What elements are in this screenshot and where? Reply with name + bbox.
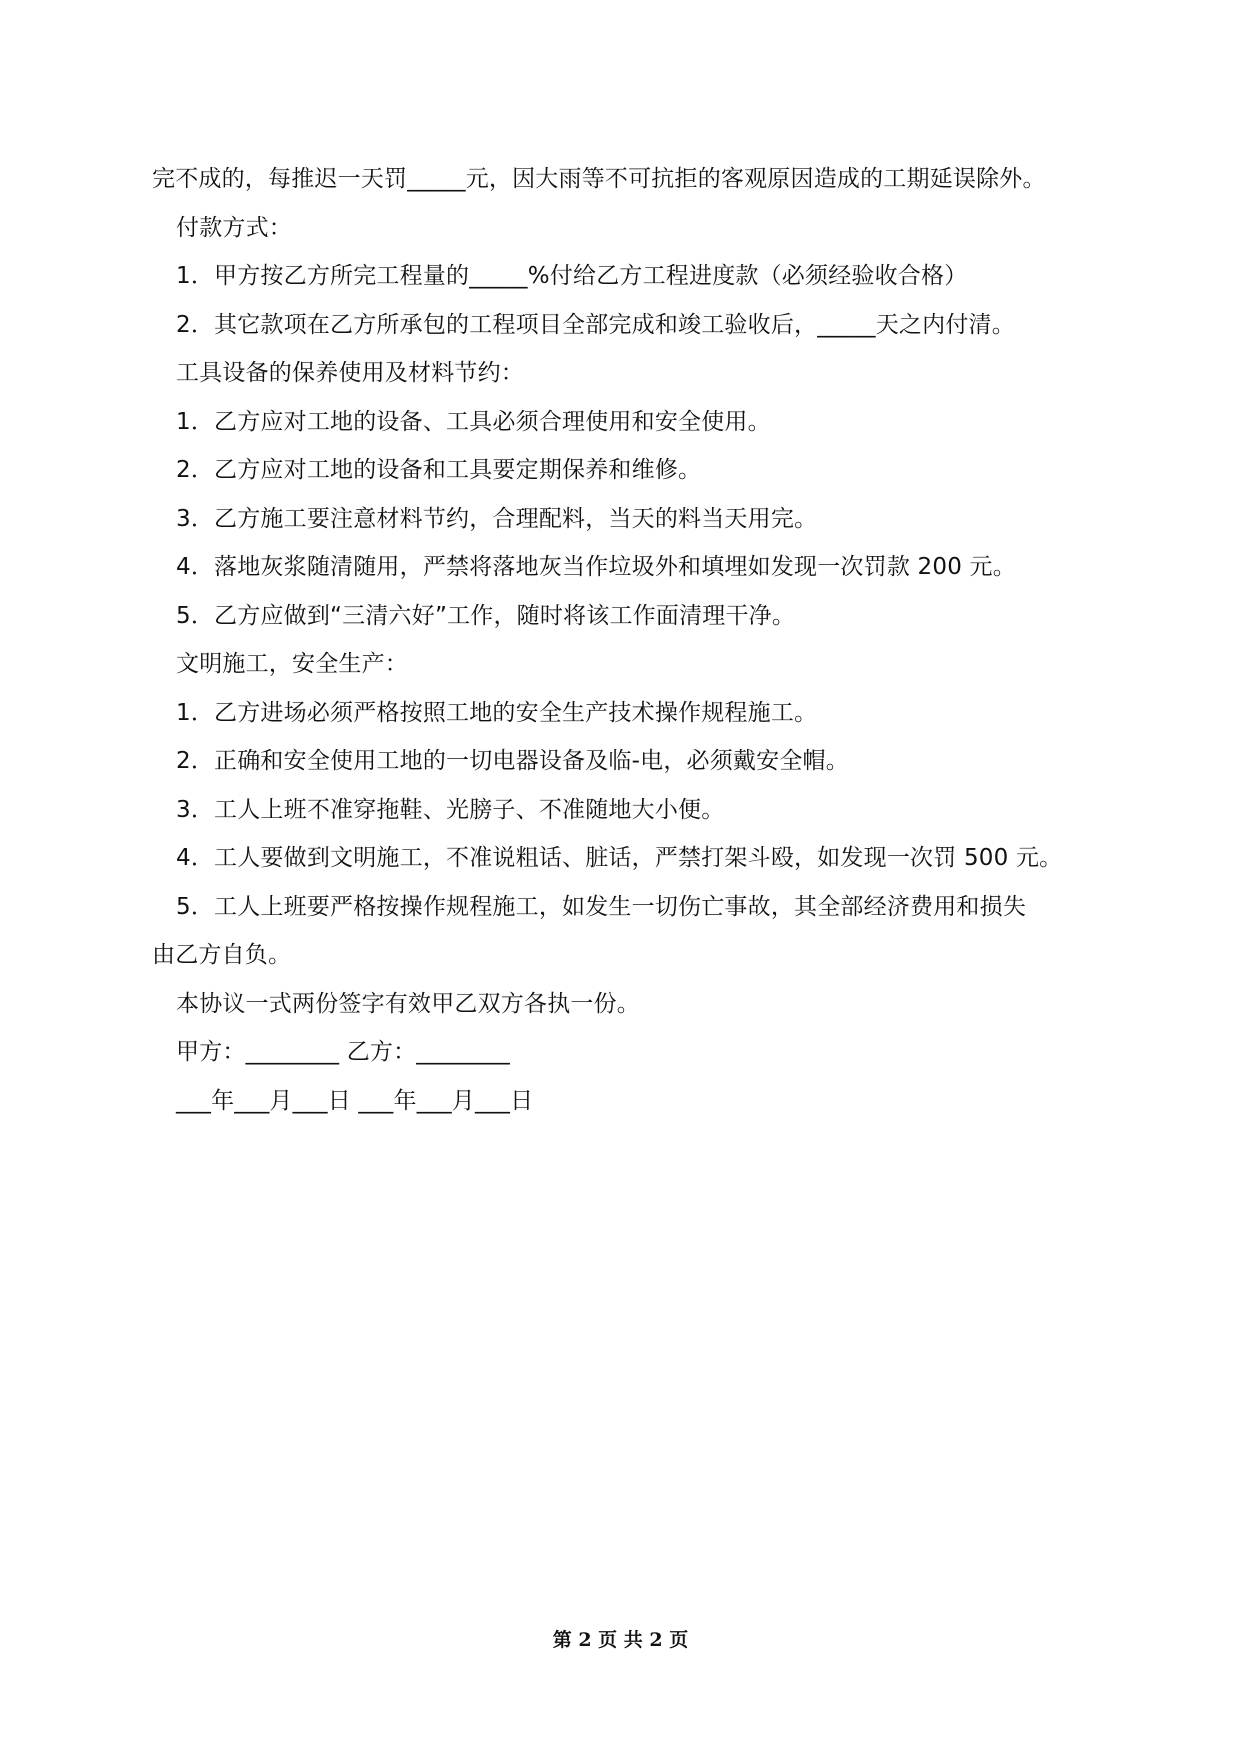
- safety-clause-2: 2．正确和安全使用工地的一切电器设备及临-电，必须戴安全帽。: [176, 748, 849, 774]
- equipment-clause-4: 4．落地灰浆随清随用，严禁将落地灰当作垃圾外和填埋如发现一次罚款 200 元。: [176, 554, 1016, 580]
- heading-civilized-construction: 文明施工，安全生产：: [176, 651, 408, 677]
- safety-clause-4: 4．工人要做到文明施工，不准说粗话、脏话，严禁打架斗殴，如发现一次罚 500 元。: [176, 845, 1063, 871]
- page-number-footer: 第 2 页 共 2 页: [552, 1629, 689, 1651]
- paragraph-delay-penalty: 完不成的，每推迟一天罚_____元，因大雨等不可抗拒的客观原因造成的工期延误除外。: [152, 166, 1046, 192]
- safety-clause-1: 1．乙方进场必须严格按照工地的安全生产技术操作规程施工。: [176, 699, 818, 726]
- equipment-clause-2: 2．乙方应对工地的设备和工具要定期保养和维修。: [176, 457, 702, 483]
- agreement-copies-statement: 本协议一式两份签字有效甲乙双方各执一份。: [176, 990, 640, 1017]
- equipment-clause-5: 5．乙方应做到“三清六好”工作，随时将该工作面清理干净。: [176, 602, 796, 629]
- heading-payment-method: 付款方式：: [176, 214, 292, 241]
- payment-clause-2: 2．其它款项在乙方所承包的工程项目全部完成和竣工验收后，_____天之内付清。: [176, 311, 1015, 338]
- signature-dates: ___年___月___日 ___年___月___日: [176, 1087, 534, 1114]
- equipment-clause-3: 3．乙方施工要注意材料节约，合理配料，当天的料当天用完。: [176, 505, 818, 532]
- signature-parties: 甲方：________ 乙方：________: [176, 1039, 510, 1065]
- equipment-clause-1: 1．乙方应对工地的设备、工具必须合理使用和安全使用。: [176, 408, 771, 435]
- safety-clause-5: 5．工人上班要严格按操作规程施工，如发生一切伤亡事故，其全部经济费用和损失: [176, 893, 1027, 920]
- payment-clause-1: 1．甲方按乙方所完工程量的_____%付给乙方工程进度款（必须经验收合格）: [176, 263, 968, 289]
- safety-clause-5-continued: 由乙方自负。: [152, 942, 292, 968]
- safety-clause-3: 3．工人上班不准穿拖鞋、光膀子、不准随地大小便。: [176, 796, 725, 823]
- document-body: [152, 155, 1102, 1125]
- heading-equipment-materials: 工具设备的保养使用及材料节约：: [176, 360, 524, 386]
